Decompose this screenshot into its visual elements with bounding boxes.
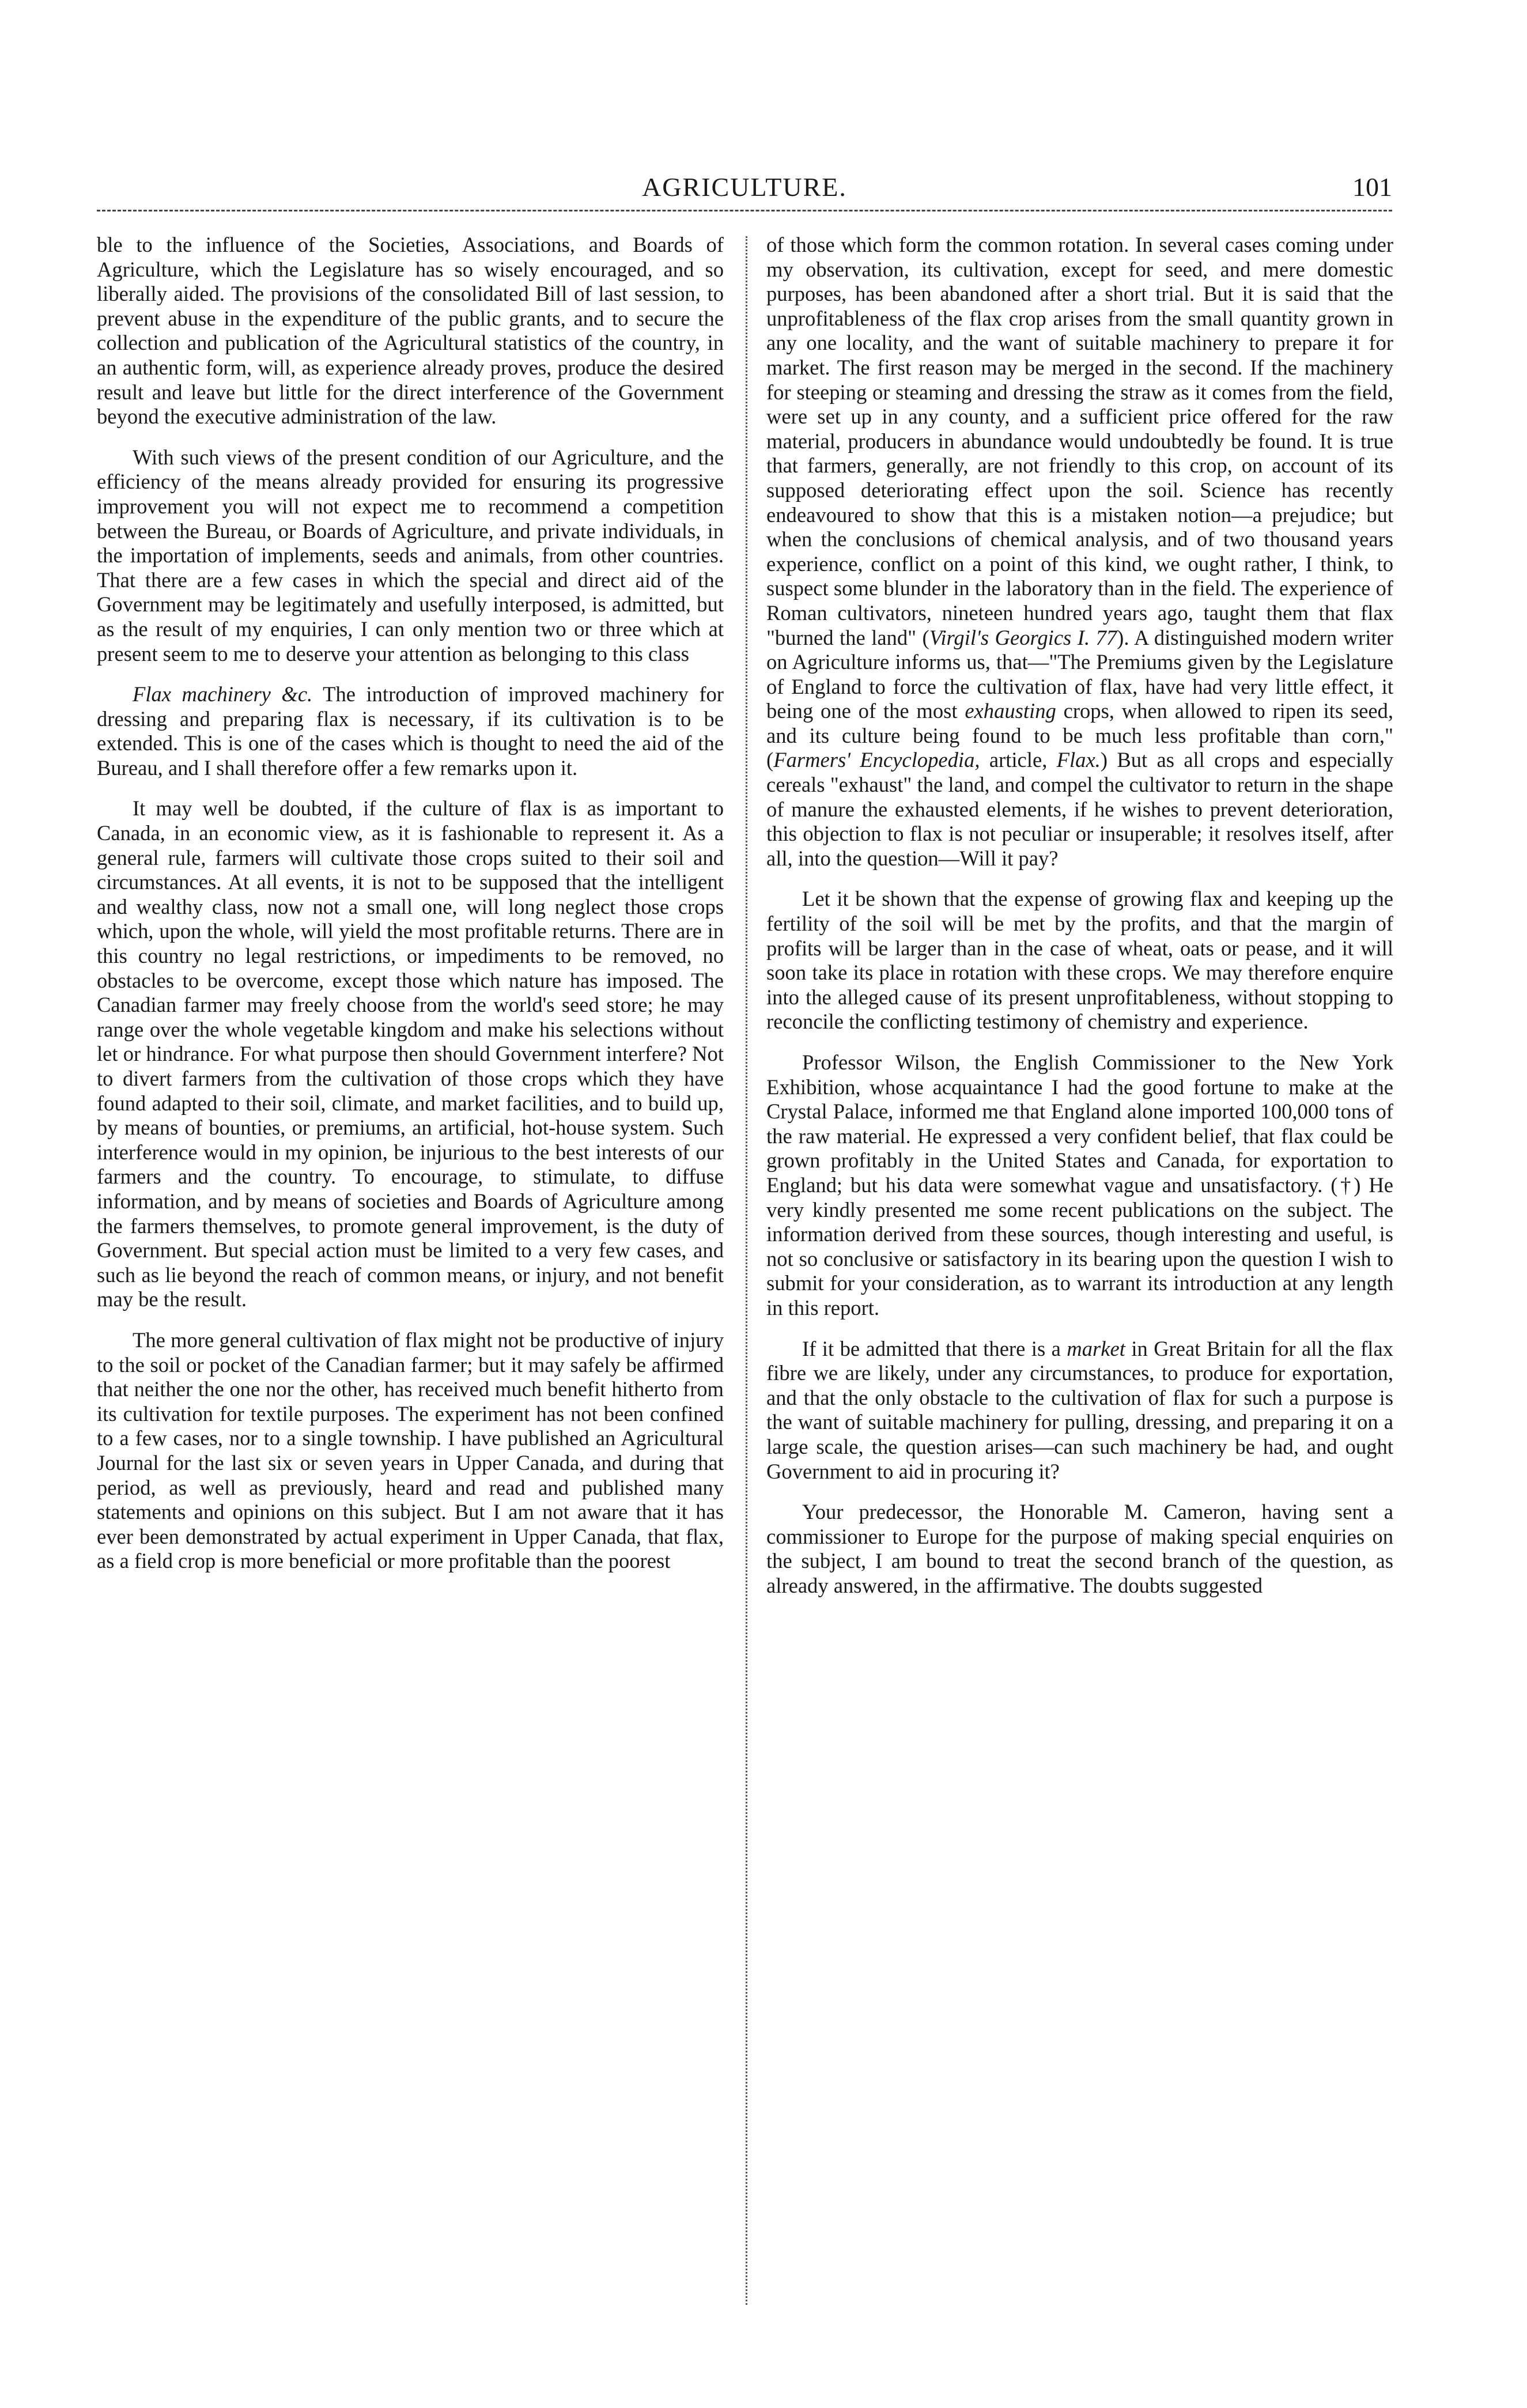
- page-number: 101: [1352, 172, 1392, 202]
- paragraph: Let it be shown that the expense of growing flax and keeping up the fertility of the soil will be met by the profits, and that the margin of profits will be larger than in the case of wheat, oats or pease, and it will soon take its place in rotation with these crops. We may therefore enquire into the alleged cause of its present unprofitableness, without stopping to reconcile the conflicting testimony of chemistry and experience.: [766, 887, 1393, 1034]
- left-column: [97, 233, 724, 2301]
- emphasis: exhausting: [965, 699, 1056, 723]
- citation: Farmers' Encyclopedia,: [773, 748, 980, 772]
- paragraph-text: ) But as all crops and especially cereals "exhaust" the land, and compel the cultivator to return in the shape of manure the exhausted elements, if he wishes to prevent deterioration, this objection to flax is not peculiar or insuperable; it resolves itself, after all, into the question—Will it pay?: [766, 748, 1393, 870]
- running-head: AGRICULTURE.: [642, 172, 847, 202]
- paragraph: [766, 233, 1393, 871]
- paragraph: ble to the influence of the Societies, Associations, and Boards of Agriculture, which the Legislature has so wisely encouraged, and so liberally aided. The provisions of the consolidated Bill of last session, to prevent abuse in the expenditure of the public grants, and to secure the collection and publication of the Agricultural statistics of the country, in an authentic form, will, as experience already proves, produce the desired result and leave but little for the direct interference of the Government beyond the executive administration of the law.: [97, 233, 724, 429]
- paragraph-text: of those which form the common rotation. In several cases coming under my observation, its cultivation, except for seed, and mere domestic purposes, has been abandoned after a short trial. But it is said that the unprofitableness of the flax crop arises from the small quantity grown in any one locality, and the want of suitable machinery to prepare it for market. The first reason may be merged in the second. If the machinery for steeping or steaming and dressing the straw as it comes from the field, were set up in any county, and a sufficient price offered for the raw material, producers in abundance would undoubtedly be found. It is true that farmers, generally, are not friendly to this crop, on account of its supposed deteriorating effect upon the soil. Science has recently endeavoured to show that this is a mistaken notion—a prejudice; but when the conclusions of chemical analysis, and of two thousand years experience, conflict on a point of this kind, we ought rather, I think, to suspect some blunder in the laboratory than in the field. The experience of Roman cultivators, nineteen hundred years ago, taught them that flax "burned the land" (: [766, 233, 1393, 649]
- column-divider: [746, 236, 747, 2305]
- paragraph-text: The introduction of improved machinery for dressing and preparing flax is necessary, if its cultivation is to be extended. This is one of the cases which is thought to need the aid of the Bureau, and I shall therefore offer a few remarks upon it.: [97, 682, 724, 780]
- paragraph: It may well be doubted, if the culture of flax is as important to Canada, in an economic view, as it is fashionable to represent it. As a general rule, farmers will cultivate those crops suited to their soil and circumstances. At all events, it is not to be supposed that the intelligent and wealthy class, now not a small one, will long neglect those crops which, upon the whole, will yield the most profitable returns. There are in this country no legal restrictions, or impediments to be removed, no obstacles to be overcome, except those which nature has imposed. The Canadian farmer may freely choose from the world's seed store; he may range over the whole vegetable kingdom and make his selections without let or hindrance. For what purpose then should Government interfere? Not to divert farmers from the cultivation of those crops which they have found adapted to their soil, climate, and market facilities, and to build up, by means of bounties, or premiums, an artificial, hot-house system. Such interference would in my opinion, be injurious to the best interests of our farmers and the country. To encourage, to stimulate, to diffuse information, and by means of societies and Boards of Agriculture among the farmers themselves, to promote general improvement, is the duty of Government. But special action must be limited to a very few cases, and such as lie beyond the reach of common means, or injury, and not benefit may be the result.: [97, 796, 724, 1311]
- citation: Virgil's Georgics I. 77: [929, 625, 1117, 649]
- emphasis: market: [1067, 1336, 1125, 1360]
- page-header: [97, 172, 1392, 218]
- side-heading: Flax machinery &c.: [133, 682, 313, 706]
- paragraph: With such views of the present condition of our Agriculture, and the efficiency of the means already provided for ensuring its progressive improvement you will not expect me to recommend a competition between the Bureau, or Boards of Agriculture, and private individuals, in the importation of implements, seeds and animals, from other countries. That there are a few cases in which the special and direct aid of the Government may be legitimately and usefully interposed, is admitted, but as the result of my enquiries, I can only mention two or three which at present seem to me to deserve your attention as belonging to this class: [97, 445, 724, 666]
- paragraph-text: in Great Britain for all the flax fibre we are likely, under any circumstances, to produce for exportation, and that the only obstacle to the cultivation of flax for such a purpose is the want of suitable machinery for pulling, dressing, and preparing it on a large scale, the question arises—can such machinery be had, and ought Government to aid in procuring it?: [766, 1336, 1393, 1483]
- paragraph-text: article,: [980, 748, 1057, 772]
- paragraph: Professor Wilson, the English Commissioner to the New York Exhibition, whose acquaintance I had the good fortune to make at the Crystal Palace, informed me that England alone imported 100,000 tons of the raw material. He expressed a very confident belief, that flax could be grown profitably in the United States and Canada, for exportation to England; but his data were somewhat vague and unsatisfactory. (†) He very kindly presented me some recent publications on the subject. The information derived from these sources, though interesting and useful, is not so conclusive or satisfactory in its bearing upon the question I wish to submit for your consideration, as to warrant its introduction at any length in this report.: [766, 1050, 1393, 1320]
- paragraph-text: If it be admitted that there is a: [802, 1336, 1067, 1360]
- paragraph-text: crops, when allowed to ripen its seed, and its culture being found to be much less profitable than corn," (: [766, 699, 1393, 772]
- paragraph: [766, 1337, 1393, 1484]
- paragraph: Your predecessor, the Honorable M. Cameron, having sent a commissioner to Europe for the purpose of making special enquiries on the subject, I am bound to treat the second branch of the question, as already answered, in the affirmative. The doubts suggested: [766, 1500, 1393, 1597]
- right-column: [766, 233, 1393, 2301]
- header-rule: [97, 210, 1392, 211]
- citation: Flax.: [1056, 748, 1101, 772]
- paragraph: The more general cultivation of flax might not be productive of injury to the soil or pocket of the Canadian farmer; but it may safely be affirmed that neither the one nor the other, has received much benefit hitherto from its cultivation for textile purposes. The experiment has not been confined to a few cases, nor to a single township. I have published an Agricultural Journal for the last six or seven years in Upper Canada, and during that period, as well as previously, heard and read and published many statements and opinions on this subject. But I am not aware that it has ever been demonstrated by actual experiment in Upper Canada, that flax, as a field crop is more beneficial or more profitable than the poorest: [97, 1328, 724, 1573]
- paragraph-text: ). A distinguished modern writer on Agriculture informs us, that—"The Premiums given by the Legislature of England to force the cultivation of flax, have had very little effect, it being one of the most: [766, 625, 1393, 723]
- paragraph: [97, 682, 724, 780]
